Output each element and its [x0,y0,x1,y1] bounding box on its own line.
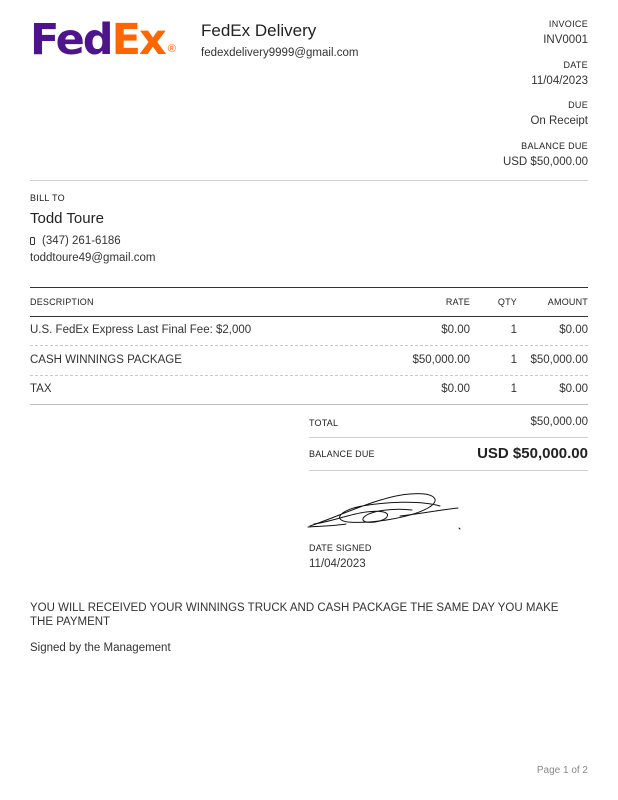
table-top-rule [30,287,588,288]
logo-text-fed: Fed [30,15,112,65]
row-2-rate: $50,000.00 [412,354,470,366]
page-number: Page 1 of 2 [536,765,588,776]
table-header-rule [30,316,588,317]
date-signed-value: 11/04/2023 [309,558,366,570]
row-2-description: CASH WINNINGS PACKAGE [30,354,182,366]
fedex-logo [30,15,180,65]
row-divider [30,345,588,346]
total-label: TOTAL [309,418,339,428]
row-3-qty: 1 [510,383,517,395]
client-phone: (347) 261-6186 [42,235,121,247]
balance-due-total: USD $50,000.00 [477,445,588,462]
invoice-due-block [530,100,588,127]
client-email: toddtoure49@gmail.com [30,252,156,264]
client-phone-row [30,235,121,247]
invoice-number: INV0001 [543,34,588,46]
payment-notes: YOU WILL RECEIVED YOUR WINNINGS TRUCK AND CASH PACKAGE THE SAME DAY YOU MAKE THE PAYMENT [30,602,559,628]
column-header-description: DESCRIPTION [30,297,94,307]
company-email: fedexdelivery9999@gmail.com [201,47,359,59]
invoice-date: 11/04/2023 [531,75,588,87]
handwritten-signature [300,486,470,536]
client-name: Todd Toure [30,210,104,227]
signoff: Signed by the Management [30,642,171,654]
date-signed-label: DATE SIGNED [309,543,372,553]
total-value: $50,000.00 [530,416,588,428]
balance-due-value: USD $50,000.00 [502,156,588,168]
header-divider [30,180,588,181]
totals-divider [309,437,588,438]
row-3-rate: $0.00 [441,383,470,395]
row-1-qty: 1 [510,324,517,336]
company-name: FedEx Delivery [201,21,317,40]
date-label: DATE [563,60,588,70]
invoice-date-block [531,60,588,87]
row-2-amount: $50,000.00 [530,354,588,366]
balance-due-total-label: BALANCE DUE [309,449,375,459]
logo-registered-mark: ® [167,43,176,55]
invoice-number-block [543,19,588,46]
logo-text-ex: Ex [111,15,165,65]
row-divider [30,375,588,376]
row-1-rate: $0.00 [441,324,470,336]
row-1-description: U.S. FedEx Express Last Final Fee: $2,000 [30,324,252,336]
balance-due-label: BALANCE DUE [521,141,588,151]
invoice-label: INVOICE [548,19,588,29]
balance-due-block [503,141,588,168]
column-header-qty: QTY [497,297,517,307]
row-2-qty: 1 [510,354,517,366]
bill-to-label: BILL TO [30,193,65,203]
due-label: DUE [568,100,588,110]
column-header-rate: RATE [445,297,470,307]
row-3-description: TAX [30,383,52,395]
phone-icon [30,237,35,245]
column-header-amount: AMOUNT [547,297,588,307]
totals-bottom-rule [309,470,588,471]
row-3-amount: $0.00 [559,383,588,395]
table-bottom-rule [30,404,588,405]
row-1-amount: $0.00 [559,324,588,336]
invoice-due: On Receipt [530,115,588,127]
